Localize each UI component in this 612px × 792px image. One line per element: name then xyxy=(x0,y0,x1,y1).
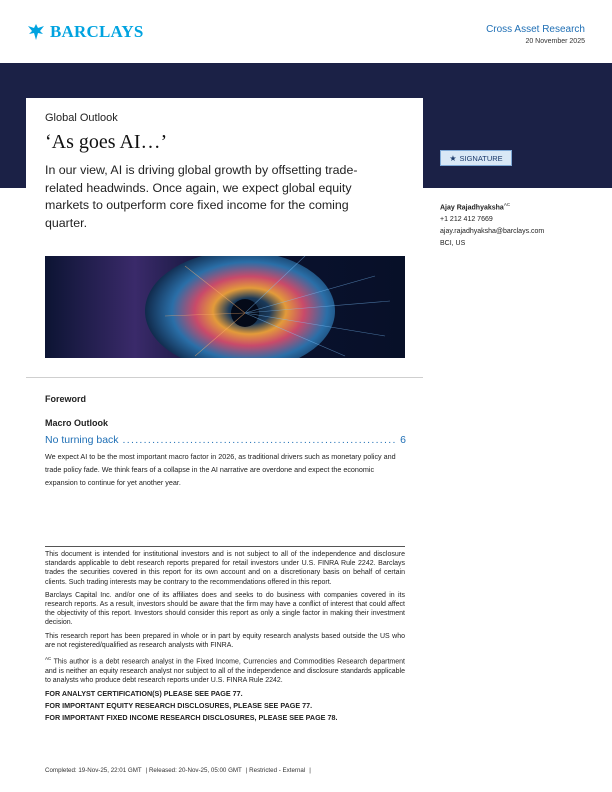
disclaimer xyxy=(45,550,405,726)
report-lede: In our view, AI is driving global growth by offsetting trade-related headwinds. Once again, we expect global equity markets to outperform core fixed income for the coming quarter. xyxy=(45,163,358,230)
disclaimer-paragraph: Barclays Capital Inc. and/or one of its affiliates does and seeks to do business with companies covered in its research reports. As a result, investors should be aware that the firm may have a conflict of interest that could affect the objectivity of this report. Investors should consider this report as only a single factor in making their investment decision. xyxy=(45,591,405,627)
disclosure-note-certification: FOR ANALYST CERTIFICATION(S) PLEASE SEE PAGE 77. xyxy=(45,688,243,698)
disclaimer-paragraph: This research report has been prepared in whole or in part by equity research analysts based outside the US who are not registered/qualified as research analysts with FINRA. xyxy=(45,632,405,649)
report-header xyxy=(486,24,585,45)
toc-leader-dots xyxy=(123,434,397,446)
disclaimer-text: This author is a debt research analyst in the Fixed Income, Currencies and Commodities Research department and is neither an equity research analyst nor subject to all of the independence and disclosure standards applicable to analysts who produce debt research reports under U.S. FINRA Rule 2242. xyxy=(45,658,405,684)
disclaimer-paragraph xyxy=(45,654,405,685)
disclaimer-rule xyxy=(45,546,405,547)
author-cert-mark: AC xyxy=(503,202,511,207)
footer-released: Released: 20-Nov-25, 05:00 GMT xyxy=(148,767,242,774)
toc-entry-page[interactable]: 6 xyxy=(400,434,406,446)
disclosure-note-fixed-income: FOR IMPORTANT FIXED INCOME RESEARCH DISCLOSURES, PLEASE SEE PAGE 78. xyxy=(45,713,338,723)
signature-badge xyxy=(440,150,512,166)
toc-entry-link[interactable] xyxy=(45,434,406,446)
barclays-logo xyxy=(26,22,144,42)
author-block xyxy=(440,199,544,250)
author-entity: BCI, US xyxy=(440,240,466,248)
eagle-icon xyxy=(26,22,46,42)
hero-eye-image xyxy=(45,256,405,358)
table-of-contents xyxy=(45,394,406,489)
star-icon: ★ xyxy=(449,153,457,163)
report-section: Cross Asset Research xyxy=(486,24,585,35)
report-kicker: Global Outlook xyxy=(45,112,118,124)
signature-label: SIGNATURE xyxy=(459,153,503,163)
author-phone: +1 212 412 7669 xyxy=(440,216,493,224)
footer-restricted: Restricted - External xyxy=(249,767,306,774)
report-date: 20 November 2025 xyxy=(525,38,585,45)
author-name: Ajay Rajadhyaksha xyxy=(440,204,504,212)
section-divider xyxy=(26,377,423,378)
toc-section-heading: Macro Outlook xyxy=(45,418,109,428)
disclosure-note-equity: FOR IMPORTANT EQUITY RESEARCH DISCLOSURES, PLEASE SEE PAGE 77. xyxy=(45,701,313,711)
logo-text: BARCLAYS xyxy=(50,22,144,41)
toc-foreword: Foreword xyxy=(45,394,87,404)
toc-entry-description: We expect AI to be the most important macro factor in 2026, as traditional drivers such as monetary policy and trade policy fade. We think fears of a collapse in the AI narrative are overdone and expect the economic expansion to continue for yet another year. xyxy=(45,452,396,487)
cert-mark: AC xyxy=(45,656,52,662)
disclaimer-paragraph: This document is intended for institutional investors and is not subject to all of the independence and disclosure standards applicable to debt research reports prepared for retail investors under U.S. FINRA Rule 2242. Barclays trades the securities covered in this report for its own account and on a discretionary basis on behalf of certain clients. Such trading interests may be contrary to the recommendations offered in this report. xyxy=(45,551,405,586)
author-email[interactable]: ajay.rajadhyaksha@barclays.com xyxy=(440,228,545,236)
footer-completed: Completed: 19-Nov-25, 22:01 GMT xyxy=(45,767,142,774)
document-footer: Completed: 19-Nov-25, 22:01 GMT | Released: 20-Nov-25, 05:00 GMT | Restricted - External | xyxy=(45,767,311,774)
toc-entry-title[interactable]: No turning back xyxy=(45,434,119,446)
report-title: ‘As goes AI…’ xyxy=(45,131,168,153)
title-card xyxy=(26,98,423,378)
